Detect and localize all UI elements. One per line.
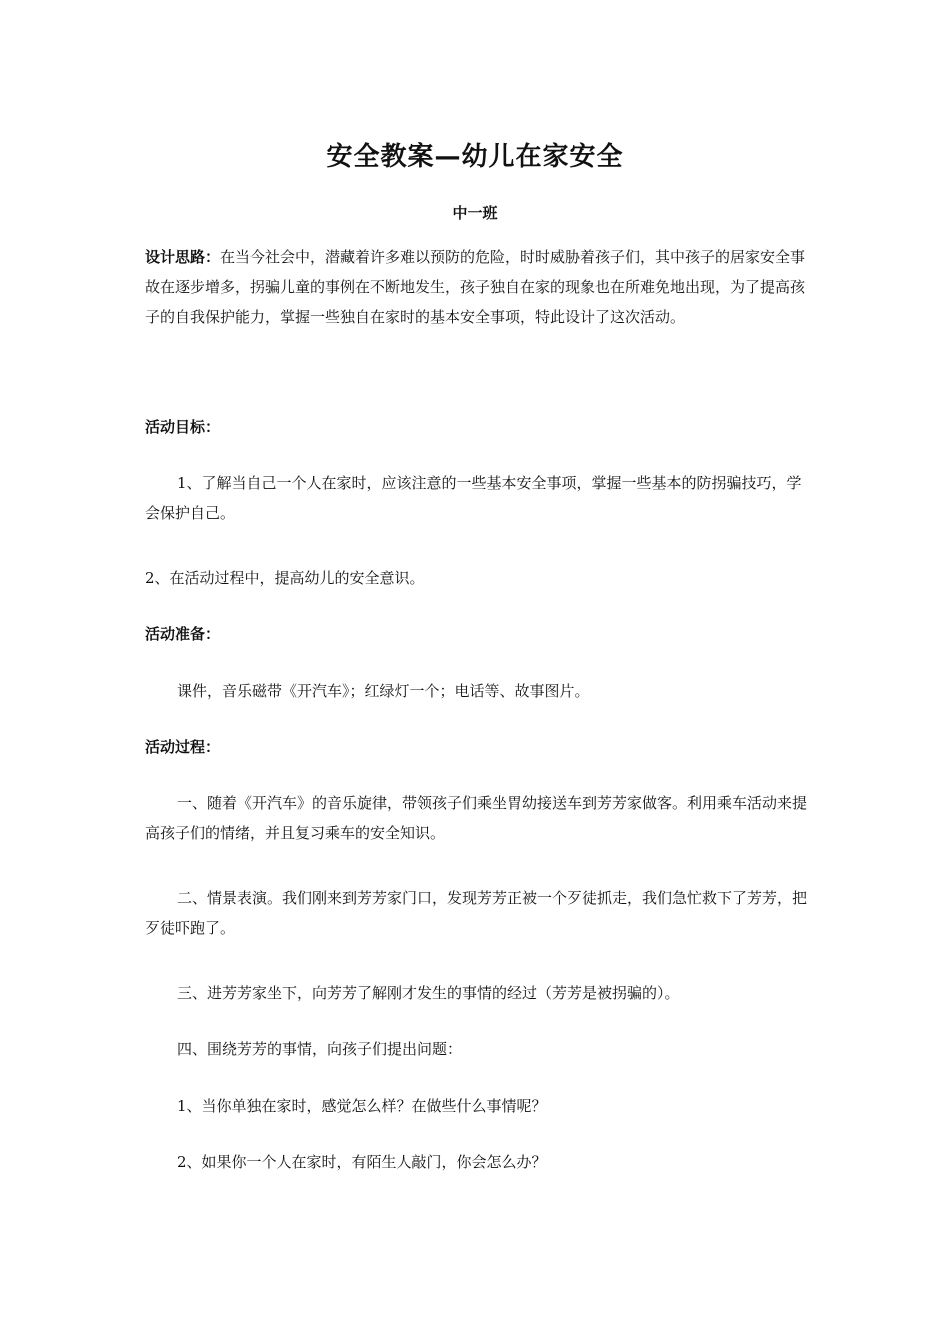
- goal-item-2: 2、在活动过程中，提高幼儿的安全意识。: [145, 569, 425, 587]
- process-step-2: 二、情景表演。我们刚来到芳芳家门口，发现芳芳正被一个歹徒抓走，我们急忙救下了芳芳，把歹徒吓跑了。: [145, 889, 808, 937]
- design-label: 设计思路：: [145, 248, 221, 266]
- class-name: 中一班: [452, 204, 498, 222]
- goal-item-1: 1、了解当自己一个人在家时，应该注意的一些基本安全事项，掌握一些基本的防拐骗技巧，学会保护自己。: [145, 474, 802, 522]
- prep-text: 课件，音乐磁带《开汽车》；红绿灯一个；电话等、故事图片。: [177, 682, 590, 700]
- process-heading: 活动过程：: [145, 738, 221, 756]
- question-1: 1、当你单独在家时，感觉怎么样？在做些什么事情呢？: [177, 1097, 547, 1115]
- process-step-1: 一、随着《开汽车》的音乐旋律，带领孩子们乘坐胃幼接送车到芳芳家做客。利用乘车活动来提高孩子们的情绪，并且复习乘车的安全知识。: [145, 794, 808, 842]
- document-title: 安全教案—幼儿在家安全: [326, 142, 624, 172]
- question-2: 2、如果你一个人在家时，有陌生人敲门，你会怎么办？: [177, 1153, 547, 1171]
- design-paragraph: [145, 242, 807, 332]
- goals-heading: 活动目标：: [145, 418, 221, 436]
- process-step-4: 四、围绕芳芳的事情，向孩子们提出问题：: [177, 1040, 463, 1058]
- process-step-3: 三、进芳芳家坐下，向芳芳了解刚才发生的事情的经过（芳芳是被拐骗的）。: [177, 984, 680, 1002]
- design-text: 在当今社会中，潜藏着许多难以预防的危险，时时威胁着孩子们，其中孩子的居家安全事故在逐步增多，拐骗儿童的事例在不断地发生，孩子独自在家的现象也在所难免地出现，为了提高孩子的自我保护能力，掌握一些独自在家时的基本安全事项，特此设计了这次活动。: [145, 248, 806, 326]
- prep-heading: 活动准备：: [145, 625, 221, 643]
